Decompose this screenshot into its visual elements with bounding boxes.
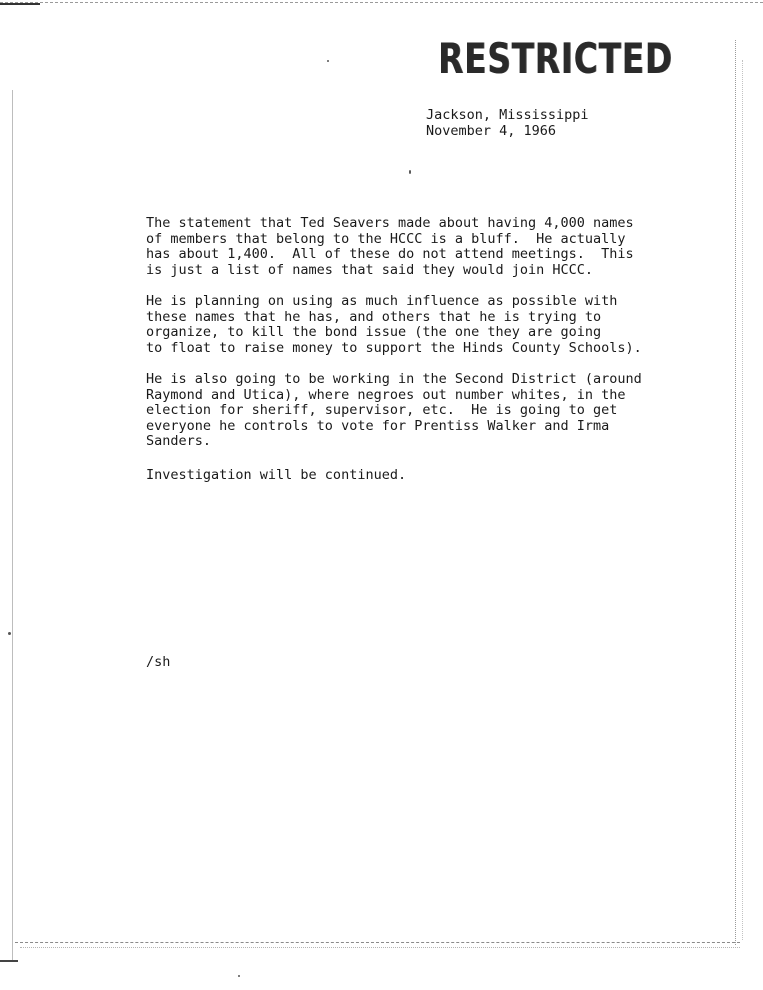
paragraph-line: to float to raise money to support the Hinds County Schools).: [146, 339, 642, 356]
letter-body: [146, 216, 686, 466]
paragraph-line: has about 1,400. All of these do not attend meetings. This: [146, 246, 634, 263]
header-date: November 4, 1966: [426, 123, 557, 139]
restricted-stamp: [438, 34, 673, 83]
scan-speck: [409, 170, 411, 174]
paragraph-line: He is planning on using as much influence as possible with: [146, 292, 618, 309]
header-location: Jackson, Mississippi: [426, 107, 589, 123]
scan-mark-bottom-left: [0, 960, 18, 962]
typist-initials: /sh: [146, 654, 171, 670]
scan-edge-right-inner: [742, 60, 743, 940]
paragraph-line: election for sheriff, supervisor, etc. He is going to get: [146, 402, 618, 419]
scan-edge-top: [0, 2, 763, 3]
scan-speck: [8, 632, 11, 635]
scan-edge-bottom-inner: [20, 947, 740, 948]
paragraph-line: of members that belong to the HCCC is a bluff. He actually: [146, 230, 626, 247]
scan-mark-top-left: [0, 3, 40, 5]
scan-edge-bottom: [15, 942, 740, 943]
paragraph: [146, 294, 686, 356]
paragraph-line: The statement that Ted Seavers made about having 4,000 names: [146, 215, 634, 231]
paragraph-line: everyone he controls to vote for Prentiss Walker and Irma: [146, 417, 610, 434]
paragraph-line: these names that he has, and others that he is trying to: [146, 308, 602, 325]
closing-line: Investigation will be continued.: [146, 467, 407, 483]
scan-speck: [238, 975, 240, 977]
paragraph-line: organize, to kill the bond issue (the one they are going: [146, 324, 602, 341]
paragraph-line: He is also going to be working in the Second District (around: [146, 370, 642, 387]
paragraph: [146, 372, 686, 450]
paragraph: [146, 216, 686, 278]
paragraph-line: Sanders.: [146, 433, 212, 450]
scan-speck: [327, 60, 329, 62]
letter-header: [426, 107, 589, 139]
stamp-text: RESTRICTED: [438, 34, 673, 83]
paragraph-line: is just a list of names that said they would join HCCC.: [146, 261, 594, 278]
paragraph-line: Raymond and Utica), where negroes out number whites, in the: [146, 386, 626, 403]
scan-edge-left: [12, 90, 13, 960]
scan-edge-right: [735, 40, 736, 945]
